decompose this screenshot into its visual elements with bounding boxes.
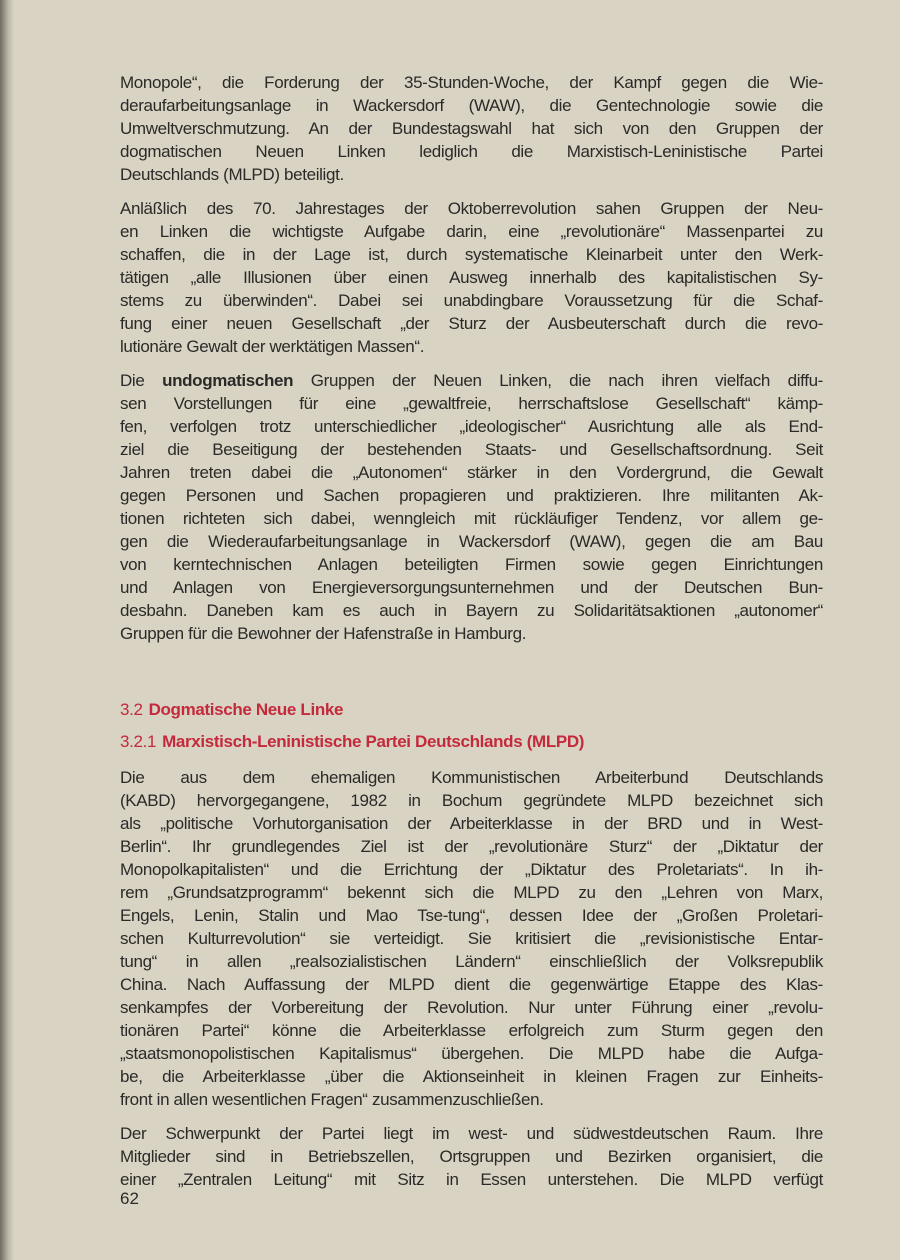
text-line: rem „Grundsatzprogramm“ bekennt sich die MLPD zu den „Lehren von Marx, bbox=[120, 883, 823, 902]
text-line: tätigen „alle Illusionen über einen Ausweg innerhalb des kapitalistischen Sy- bbox=[120, 268, 823, 287]
page-edge-shadow bbox=[0, 0, 14, 1260]
text-line: China. Nach Auffassung der MLPD dient die gegenwärtige Etappe des Klas- bbox=[120, 975, 823, 994]
paragraph bbox=[120, 1122, 823, 1191]
text-line: als „politische Vorhutorganisation der Arbeiterklasse in der BRD und in West- bbox=[120, 814, 823, 833]
section-number: 3.2.1 bbox=[120, 732, 157, 751]
paragraph bbox=[120, 369, 823, 645]
text-line: gegen Personen und Sachen propagieren und praktizieren. Ihre militanten Ak- bbox=[120, 486, 823, 505]
text-line: senkampfes der Vorbereitung der Revolution. Nur unter Führung einer „revolu- bbox=[120, 998, 823, 1017]
text-line: Monopole“, die Forderung der 35-Stunden-Woche, der Kampf gegen die Wie- bbox=[120, 73, 823, 92]
text-run: Gruppen der Neuen Linken, die nach ihren vielfach diffu- bbox=[293, 371, 823, 390]
text-line: und Anlagen von Energieversorgungsunternehmen und der Deutschen Bun- bbox=[120, 578, 823, 597]
text-line: Berlin“. Ihr grundlegendes Ziel ist der „revolutionäre Sturz“ der „Diktatur der bbox=[120, 837, 823, 856]
text-line: Gruppen für die Bewohner der Hafenstraße in Hamburg. bbox=[120, 624, 527, 643]
text-line: schen Kulturrevolution“ sie verteidigt. Sie kritisiert die „revisionistische Entar- bbox=[120, 929, 823, 948]
text-line: von kerntechnischen Anlagen beteiligten Firmen sowie gegen Einrichtungen bbox=[120, 555, 823, 574]
text-line: tionären Partei“ könne die Arbeiterklasse erfolgreich zum Sturm gegen den bbox=[120, 1021, 823, 1040]
text-run: Die bbox=[120, 371, 163, 390]
page-number: 62 bbox=[120, 1189, 139, 1208]
text-line: deraufarbeitungsanlage in Wackersdorf (WAW), die Gentechnologie sowie die bbox=[120, 96, 823, 115]
section-heading bbox=[120, 730, 823, 753]
text-line: sen Vorstellungen für eine „gewaltfreie, herrschaftslose Gesellschaft“ kämp- bbox=[120, 394, 823, 413]
emphasized-term: undogmatischen bbox=[162, 371, 294, 390]
section-title: Dogmatische Neue Linke bbox=[148, 700, 344, 719]
text-line: ziel die Beseitigung der bestehenden Staats- und Gesellschaftsordnung. Seit bbox=[120, 440, 823, 459]
text-line: Engels, Lenin, Stalin und Mao Tse-tung“, dessen Idee der „Großen Proletari- bbox=[120, 906, 823, 925]
text-line: fung einer neuen Gesellschaft „der Sturz der Ausbeuterschaft durch die revo- bbox=[120, 314, 823, 333]
paragraph bbox=[120, 197, 823, 358]
text-line: gen die Wiederaufarbeitungsanlage in Wackersdorf (WAW), gegen die am Bau bbox=[120, 532, 823, 551]
text-line: schaffen, die in der Lage ist, durch systematische Kleinarbeit unter den Werk- bbox=[120, 245, 823, 264]
text-line: dogmatischen Neuen Linken lediglich die Marxistisch-Leninistische Partei bbox=[120, 142, 823, 161]
text-line: en Linken die wichtigste Aufgabe darin, eine „revolutionäre“ Massenpartei zu bbox=[120, 222, 823, 241]
text-line bbox=[120, 369, 823, 392]
section-number: 3.2 bbox=[120, 700, 143, 719]
text-line: (KABD) hervorgegangene, 1982 in Bochum gegründete MLPD bezeichnet sich bbox=[120, 791, 823, 810]
text-line: Die aus dem ehemaligen Kommunistischen Arbeiterbund Deutschlands bbox=[120, 768, 823, 787]
text-line: stems zu überwinden“. Dabei sei unabdingbare Voraussetzung für die Schaf- bbox=[120, 291, 823, 310]
text-line: desbahn. Daneben kam es auch in Bayern zu Solidaritätsaktionen „autonomer“ bbox=[120, 601, 823, 620]
text-line: Jahren treten dabei die „Autonomen“ stärker in den Vordergrund, die Gewalt bbox=[120, 463, 823, 482]
text-line: einer „Zentralen Leitung“ mit Sitz in Essen unterstehen. Die MLPD verfügt bbox=[120, 1170, 823, 1189]
text-line: Anläßlich des 70. Jahrestages der Oktoberrevolution sahen Gruppen der Neu- bbox=[120, 199, 823, 218]
text-line: tionen richteten sich dabei, wenngleich mit rückläufiger Tendenz, vor allem ge- bbox=[120, 509, 823, 528]
text-line: „staatsmonopolistischen Kapitalismus“ übergehen. Die MLPD habe die Aufga- bbox=[120, 1044, 823, 1063]
text-line: be, die Arbeiterklasse „über die Aktionseinheit in kleinen Fragen zur Einheits- bbox=[120, 1067, 823, 1086]
text-line: Monopolkapitalisten“ und die Errichtung der „Diktatur des Proletariats“. In ih- bbox=[120, 860, 823, 879]
document-page-body bbox=[120, 71, 823, 1202]
text-line: Umweltverschmutzung. An der Bundestagswahl hat sich von den Gruppen der bbox=[120, 119, 823, 138]
text-line: tung“ in allen „realsozialistischen Ländern“ einschließlich der Volksrepublik bbox=[120, 952, 823, 971]
text-line: lutionäre Gewalt der werktätigen Massen“. bbox=[120, 337, 425, 356]
text-line: Mitglieder sind in Betriebszellen, Ortsgruppen und Bezirken organisiert, die bbox=[120, 1147, 823, 1166]
section-title: Marxistisch-Leninistische Partei Deutschlands (MLPD) bbox=[162, 732, 585, 751]
section-heading bbox=[120, 698, 823, 721]
text-line: Der Schwerpunkt der Partei liegt im west- und südwestdeutschen Raum. Ihre bbox=[120, 1124, 823, 1143]
text-line: front in allen wesentlichen Fragen“ zusammenzuschließen. bbox=[120, 1090, 544, 1109]
paragraph bbox=[120, 71, 823, 186]
paragraph bbox=[120, 766, 823, 1111]
text-line: fen, verfolgen trotz unterschiedlicher „ideologischer“ Ausrichtung alle als End- bbox=[120, 417, 823, 436]
text-line: Deutschlands (MLPD) beteiligt. bbox=[120, 165, 344, 184]
